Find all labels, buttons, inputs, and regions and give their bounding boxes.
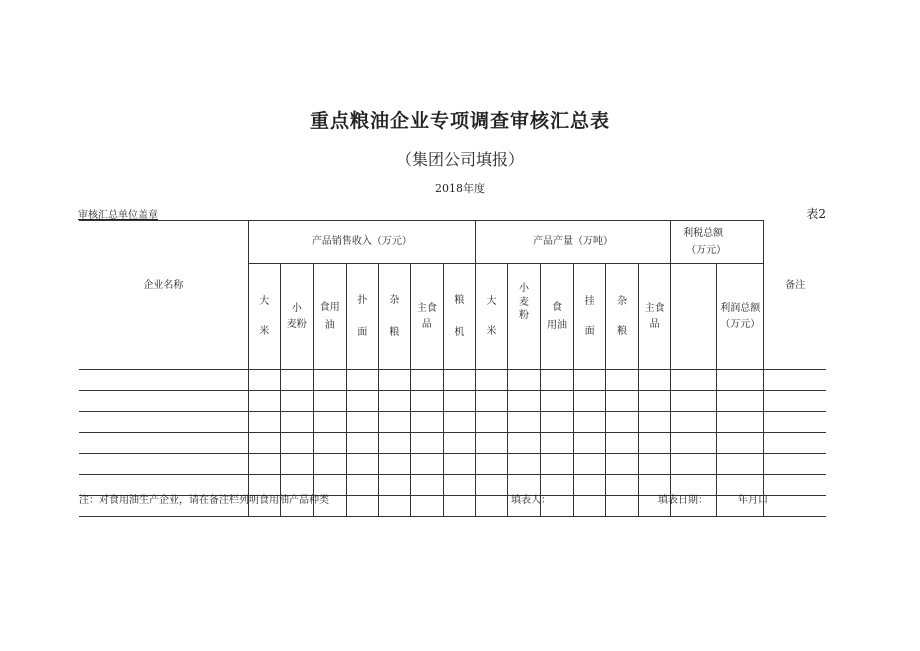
sales-col-noodles: 扑 面 — [346, 264, 378, 370]
header-profit-tax — [671, 221, 764, 264]
value-cell[interactable] — [280, 433, 313, 454]
form-subtitle: （集团公司填报） — [395, 150, 524, 169]
value-cell[interactable] — [443, 412, 475, 433]
value-cell[interactable] — [606, 454, 639, 475]
sales-col-wheat-flour: 小 麦粉 — [280, 264, 313, 370]
value-cell[interactable] — [574, 433, 606, 454]
value-cell[interactable] — [764, 496, 826, 517]
value-cell[interactable] — [764, 454, 826, 475]
value-cell[interactable] — [313, 454, 346, 475]
value-cell[interactable] — [410, 454, 443, 475]
value-cell[interactable] — [574, 496, 606, 517]
value-cell[interactable] — [280, 370, 313, 391]
value-cell[interactable] — [475, 370, 507, 391]
prod-col-rice: 大 米 — [475, 264, 507, 370]
value-cell[interactable] — [313, 370, 346, 391]
value-cell[interactable] — [639, 412, 671, 433]
value-cell[interactable] — [639, 391, 671, 412]
company-name-cell[interactable] — [79, 433, 248, 454]
value-cell[interactable] — [606, 391, 639, 412]
value-cell[interactable] — [248, 454, 280, 475]
value-cell[interactable] — [508, 391, 541, 412]
value-cell[interactable] — [671, 391, 717, 412]
value-cell[interactable] — [410, 391, 443, 412]
value-cell[interactable] — [346, 496, 378, 517]
value-cell[interactable] — [280, 454, 313, 475]
footer-note: 注：对食用油生产企业，请在备注栏列明食用油产品种类 — [79, 495, 329, 506]
value-cell[interactable] — [541, 454, 574, 475]
sales-col-machinery: 粮 机 — [443, 264, 475, 370]
value-cell[interactable] — [443, 391, 475, 412]
sales-col-staple-food: 主食 品 — [410, 264, 443, 370]
table-row — [79, 433, 826, 454]
table-row — [79, 412, 826, 433]
company-name-cell[interactable] — [79, 370, 248, 391]
value-cell[interactable] — [541, 433, 574, 454]
footer-date-suffix: 年月口 — [738, 495, 768, 506]
value-cell[interactable] — [764, 433, 826, 454]
value-cell[interactable] — [248, 412, 280, 433]
value-cell[interactable] — [717, 391, 764, 412]
value-cell[interactable] — [443, 454, 475, 475]
footer-filler-label: 填表人： — [511, 495, 551, 506]
value-cell[interactable] — [541, 370, 574, 391]
prod-col-grains: 杂 粮 — [606, 264, 639, 370]
value-cell[interactable] — [346, 433, 378, 454]
sales-col-rice: 大 米 — [248, 264, 280, 370]
value-cell[interactable] — [717, 433, 764, 454]
table-row — [79, 370, 826, 391]
table-row — [79, 454, 826, 475]
value-cell[interactable] — [508, 454, 541, 475]
value-cell[interactable] — [639, 433, 671, 454]
value-cell[interactable] — [313, 391, 346, 412]
value-cell[interactable] — [313, 412, 346, 433]
summary-table — [79, 220, 826, 517]
value-cell[interactable] — [671, 454, 717, 475]
prod-col-wheat-flour: 小 麦 粉 — [508, 264, 541, 370]
value-cell[interactable] — [574, 412, 606, 433]
value-cell[interactable] — [764, 370, 826, 391]
value-cell[interactable] — [508, 412, 541, 433]
value-cell[interactable] — [606, 433, 639, 454]
table-row — [79, 391, 826, 412]
value-cell[interactable] — [639, 370, 671, 391]
seal-label: 审核汇总单位盖章 — [78, 210, 158, 221]
value-cell[interactable] — [606, 496, 639, 517]
value-cell[interactable] — [717, 412, 764, 433]
value-cell[interactable] — [764, 391, 826, 412]
value-cell[interactable] — [378, 454, 410, 475]
header-sales-group: 产品销售收入（万元） — [248, 221, 475, 264]
value-cell[interactable] — [671, 412, 717, 433]
value-cell[interactable] — [378, 433, 410, 454]
company-name-cell[interactable] — [79, 412, 248, 433]
prod-col-noodles: 挂 面 — [574, 264, 606, 370]
value-cell[interactable] — [475, 433, 507, 454]
value-cell[interactable] — [764, 412, 826, 433]
form-title: 重点粮油企业专项调查审核汇总表 — [309, 110, 610, 132]
value-cell[interactable] — [280, 412, 313, 433]
value-cell[interactable] — [410, 496, 443, 517]
value-cell[interactable] — [574, 454, 606, 475]
value-cell[interactable] — [313, 433, 346, 454]
value-cell[interactable] — [717, 454, 764, 475]
value-cell[interactable] — [346, 370, 378, 391]
value-cell[interactable] — [346, 412, 378, 433]
value-cell[interactable] — [378, 370, 410, 391]
value-cell[interactable] — [443, 433, 475, 454]
value-cell[interactable] — [541, 391, 574, 412]
profit-tax-line1: 利税总额 — [683, 228, 724, 239]
form-year: 2018年度 — [435, 182, 485, 195]
header-company-name: 企业名称 — [79, 221, 248, 370]
value-cell[interactable] — [443, 370, 475, 391]
value-cell[interactable] — [346, 454, 378, 475]
value-cell[interactable] — [606, 412, 639, 433]
value-cell[interactable] — [443, 496, 475, 517]
header-remarks: 备注 — [764, 221, 826, 370]
value-cell[interactable] — [410, 370, 443, 391]
value-cell[interactable] — [346, 391, 378, 412]
value-cell[interactable] — [541, 412, 574, 433]
value-cell[interactable] — [475, 475, 507, 496]
value-cell[interactable] — [248, 433, 280, 454]
value-cell[interactable] — [443, 475, 475, 496]
value-cell[interactable] — [248, 391, 280, 412]
value-cell[interactable] — [410, 412, 443, 433]
table-number: 表2 — [806, 207, 826, 221]
company-name-cell[interactable] — [79, 454, 248, 475]
profit-tax-blank — [671, 264, 717, 370]
value-cell[interactable] — [410, 475, 443, 496]
sales-col-edible-oil: 食用 油 — [313, 264, 346, 370]
prod-col-staple-food: 主食 品 — [639, 264, 671, 370]
value-cell[interactable] — [378, 412, 410, 433]
value-cell[interactable] — [410, 433, 443, 454]
value-cell[interactable] — [475, 496, 507, 517]
value-cell[interactable] — [508, 433, 541, 454]
value-cell[interactable] — [671, 433, 717, 454]
value-cell[interactable] — [508, 370, 541, 391]
value-cell[interactable] — [280, 391, 313, 412]
value-cell[interactable] — [475, 412, 507, 433]
header-production-group: 产品产量（万吨） — [475, 221, 670, 264]
value-cell[interactable] — [574, 370, 606, 391]
footer-date-label: 填表日期： — [658, 495, 708, 506]
company-name-cell[interactable] — [79, 391, 248, 412]
value-cell[interactable] — [346, 475, 378, 496]
value-cell[interactable] — [248, 370, 280, 391]
value-cell[interactable] — [606, 475, 639, 496]
value-cell[interactable] — [574, 391, 606, 412]
value-cell[interactable] — [475, 391, 507, 412]
value-cell[interactable] — [717, 370, 764, 391]
value-cell[interactable] — [475, 454, 507, 475]
value-cell[interactable] — [764, 475, 826, 496]
value-cell[interactable] — [378, 391, 410, 412]
header-profit-total: 利润总额 （万元） — [717, 264, 764, 370]
value-cell[interactable] — [671, 370, 717, 391]
value-cell[interactable] — [378, 496, 410, 517]
prod-col-edible-oil: 食 用油 — [541, 264, 574, 370]
value-cell[interactable] — [639, 454, 671, 475]
sales-col-grains: 杂 粮 — [378, 264, 410, 370]
value-cell[interactable] — [378, 475, 410, 496]
profit-tax-line2: （万元） — [686, 245, 727, 256]
value-cell[interactable] — [574, 475, 606, 496]
value-cell[interactable] — [606, 370, 639, 391]
